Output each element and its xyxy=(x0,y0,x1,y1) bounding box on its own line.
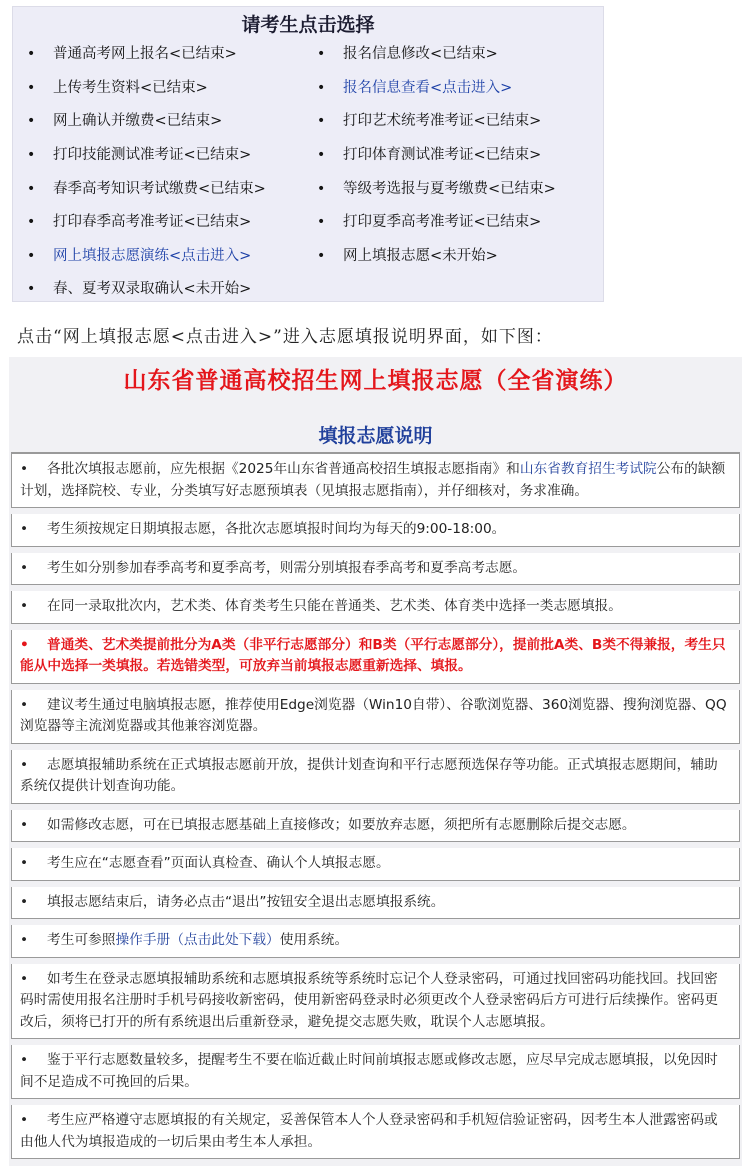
option-label: 春季高考知识考试缴费<已结束> xyxy=(53,181,266,197)
option-upload-materials[interactable] xyxy=(27,76,208,100)
option-registration-view-link[interactable] xyxy=(317,76,512,100)
option-label: 打印春季高考准考证<已结束> xyxy=(53,214,252,230)
rules-list xyxy=(11,452,740,1165)
rule-item xyxy=(11,964,740,1040)
option-grade-exam-fee[interactable] xyxy=(317,177,556,201)
rule-item xyxy=(11,453,740,508)
bullet-icon: • xyxy=(27,147,36,163)
article-caption: 点击“网上填报志愿<点击进入>”进入志愿填报说明界面，如下图： xyxy=(17,327,553,347)
option-label: 普通高考网上报名<已结束> xyxy=(53,46,237,62)
bullet-icon: • xyxy=(20,521,29,537)
bullet-icon: • xyxy=(20,461,29,477)
rule-text: 如考生在登录志愿填报辅助系统和志愿填报系统等系统时忘记个人登录密码，可通过找回密码功能找回。找回密码时需使用报名注册时手机号码接收新密码，使用新密码登录时必须更改个人登录密码后方可进行后续操作。密码更改后，须将已打开的所有系统退出后重新登录，避免提交志愿失败，耽误个人志愿填报。 xyxy=(20,970,719,1030)
rule-item xyxy=(11,750,740,804)
option-print-spring-ticket[interactable] xyxy=(27,210,251,234)
rule-item xyxy=(11,630,740,684)
option-print-summer-ticket[interactable] xyxy=(317,210,541,234)
bullet-icon: • xyxy=(27,214,36,230)
bullet-icon: • xyxy=(20,1112,29,1128)
option-confirm-pay[interactable] xyxy=(27,109,222,133)
bullet-icon: • xyxy=(317,214,326,230)
option-label: 报名信息修改<已结束> xyxy=(343,46,498,62)
option-dual-admission-confirm[interactable] xyxy=(27,277,251,301)
bullet-icon: • xyxy=(27,281,36,297)
instructions-screen xyxy=(9,357,742,1166)
bullet-icon: • xyxy=(20,598,29,614)
bullet-icon: • xyxy=(20,932,29,948)
rule-item xyxy=(11,1045,740,1099)
option-label: 报名信息查看<点击进入> xyxy=(343,80,513,96)
bullet-icon: • xyxy=(20,970,29,987)
option-print-art-ticket[interactable] xyxy=(317,109,541,133)
rule-item xyxy=(11,690,740,744)
bullet-icon: • xyxy=(317,147,326,163)
option-label: 上传考生资料<已结束> xyxy=(53,80,208,96)
bullet-icon: • xyxy=(27,181,36,197)
option-gaokao-registration[interactable] xyxy=(27,42,237,66)
rule-text: 考生应在“志愿查看”页面认真检查、确认个人填报志愿。 xyxy=(47,855,390,871)
panel-title: 请考生点击选择 xyxy=(241,14,375,36)
rule-text: 志愿填报辅助系统在正式填报志愿前开放，提供计划查询和平行志愿预选保存等功能。正式填报志愿期间，辅助系统仅提供计划查询功能。 xyxy=(20,756,718,794)
option-label: 网上填报志愿<未开始> xyxy=(343,248,498,264)
rule-text: 各批次填报志愿前，应先根据《2025年山东省普通高校招生填报志愿指南》和 xyxy=(47,461,520,477)
rule-text: 普通类、艺术类提前批分为A类（非平行志愿部分）和B类（平行志愿部分），提前批A类、B类不得兼报，考生只能从中选择一类填报。若选错类型，可放弃当前填报志愿重新选择、填报。 xyxy=(20,636,726,674)
bullet-icon: • xyxy=(20,756,29,773)
rule-text: 如需修改志愿，可在已填报志愿基础上直接修改；如要放弃志愿，须把所有志愿删除后提交志愿。 xyxy=(47,816,636,833)
bullet-icon: • xyxy=(317,248,326,264)
option-label: 打印体育测试准考证<已结束> xyxy=(343,147,542,163)
option-label: 打印艺术统考准考证<已结束> xyxy=(343,113,542,129)
rule-text: 考生应严格遵守志愿填报的有关规定，妥善保管本人个人登录密码和手机短信验证密码，因考生本人泄露密码或由他人代为填报造成的一切后果由考生本人承担。 xyxy=(20,1112,718,1150)
option-print-skill-ticket[interactable] xyxy=(27,143,251,167)
rule-item xyxy=(11,1105,740,1159)
option-panel xyxy=(12,6,604,302)
rule-text: 考生如分别参加春季高考和夏季高考，则需分别填报春季高考和夏季高考志愿。 xyxy=(47,559,527,576)
bullet-icon: • xyxy=(27,113,36,129)
option-registration-edit[interactable] xyxy=(317,42,498,66)
rule-item xyxy=(11,887,740,920)
rule-text: 建议考生通过电脑填报志愿，推荐使用Edge浏览器（Win10自带）、谷歌浏览器、360浏览器、搜狗浏览器、QQ浏览器等主流浏览器或其他兼容浏览器。 xyxy=(20,696,727,734)
rule-item xyxy=(11,591,740,624)
bullet-icon: • xyxy=(317,113,326,129)
rule-text: 考生可参照 xyxy=(47,932,116,948)
section-title: 填报志愿说明 xyxy=(318,425,433,447)
option-label: 打印夏季高考准考证<已结束> xyxy=(343,214,542,230)
rule-item xyxy=(11,810,740,843)
rule-text: 使用系统。 xyxy=(279,932,349,948)
rule-link[interactable]: 操作手册（点击此处下载） xyxy=(115,932,280,948)
option-volunteer-fill[interactable] xyxy=(317,244,498,268)
bullet-icon: • xyxy=(20,696,29,713)
bullet-icon: • xyxy=(20,1052,29,1068)
rule-item xyxy=(11,514,740,547)
bullet-icon: • xyxy=(20,816,29,833)
bullet-icon: • xyxy=(317,46,326,62)
option-volunteer-drill-link[interactable] xyxy=(27,244,251,268)
option-print-pe-ticket[interactable] xyxy=(317,143,541,167)
rule-item xyxy=(11,553,740,586)
rule-text: 填报志愿结束后，请务必点击“退出”按钮安全退出志愿填报系统。 xyxy=(47,893,445,910)
option-label: 打印技能测试准考证<已结束> xyxy=(53,147,252,163)
bullet-icon: • xyxy=(317,80,326,96)
rule-text: 公布的缺额计划，选择院校、专业，分类填写好志愿预填表（见填报志愿指南），并仔细核对，务求准确。 xyxy=(20,461,726,499)
option-label: 网上填报志愿演练<点击进入> xyxy=(53,248,252,264)
bullet-icon: • xyxy=(20,893,29,910)
bullet-icon: • xyxy=(317,181,326,197)
option-spring-exam-fee[interactable] xyxy=(27,177,266,201)
option-label: 等级考选报与夏考缴费<已结束> xyxy=(343,181,556,197)
bullet-icon: • xyxy=(27,46,36,62)
rule-text: 鉴于平行志愿数量较多，提醒考生不要在临近截止时间前填报志愿或修改志愿，应尽早完成志愿填报，以免因时间不足造成不可挽回的后果。 xyxy=(20,1052,718,1090)
bullet-icon: • xyxy=(27,248,36,264)
rule-item xyxy=(11,848,740,881)
bullet-icon: • xyxy=(20,636,29,653)
bullet-icon: • xyxy=(20,559,29,576)
option-label: 春、夏考双录取确认<未开始> xyxy=(53,281,252,297)
rule-link[interactable]: 山东省教育招生考试院 xyxy=(519,461,657,477)
rule-text: 在同一录取批次内，艺术类、体育类考生只能在普通类、艺术类、体育类中选择一类志愿填报。 xyxy=(47,598,622,614)
page-title: 山东省普通高校招生网上填报志愿（全省演练） xyxy=(123,368,628,394)
option-label: 网上确认并缴费<已结束> xyxy=(53,113,223,129)
rule-item xyxy=(11,925,740,958)
bullet-icon: • xyxy=(27,80,36,96)
rule-text: 考生须按规定日期填报志愿，各批次志愿填报时间均为每天的9:00-18:00。 xyxy=(47,521,506,537)
bullet-icon: • xyxy=(20,855,29,871)
